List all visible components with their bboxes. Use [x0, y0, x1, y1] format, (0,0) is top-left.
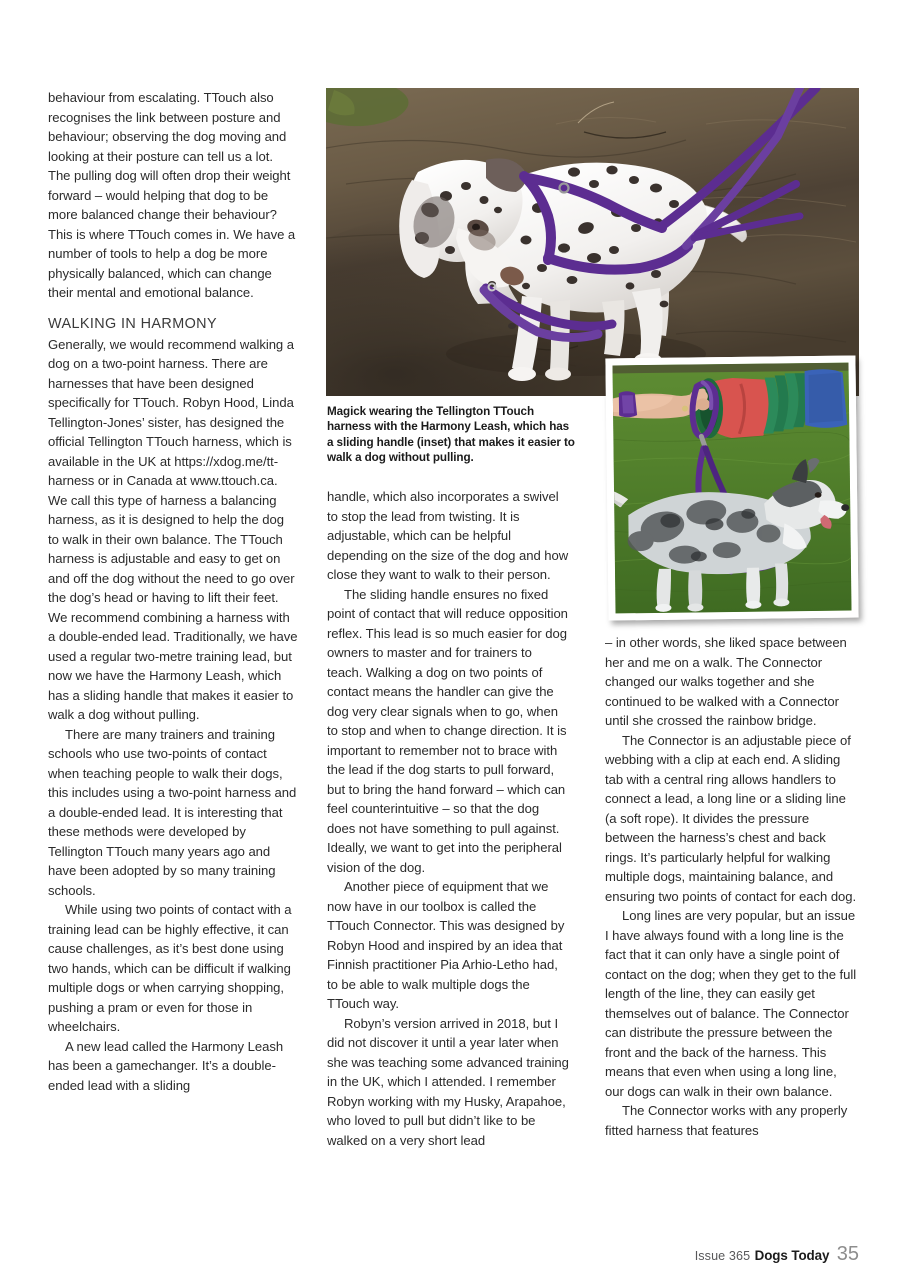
section-heading: WALKING IN HARMONY [48, 315, 217, 332]
inset-photo-scene [612, 363, 851, 614]
paragraph: The Connector works with any properly fitted harness that features [605, 1103, 848, 1138]
page-number: 35 [836, 1243, 859, 1265]
paragraph: The sliding handle ensures no fixed point of contact that will reduce opposition reflex. This lead is so much easier for dog owners to master and for trainers to teach. Walking a dog on two points of contact means the handler can give the dog very clear signals when to go, when to stop and when to change direction. It is important to remember not to brace with the lead if the dog starts to pull forward, but to bring the hand forward – which can feel counterintuitive – so that the dog does not have something to pull against. Ideally, we want to get into the peripheral vision of the dog. [327, 586, 568, 875]
text-column-right [605, 633, 858, 1140]
inset-photo [612, 363, 851, 614]
paragraph: The Connector is an adjustable piece of webbing with a clip at each end. A sliding tab with a central ring allows handlers to connect a lead, a long line or a sliding line (a soft rope). It divides the pressure between the harness’s chest and back rings. It’s particularly helpful for walking multiple dogs, maintaining balance, and ensuring two points of contact for each dog. [605, 732, 857, 904]
publication-brand: Dogs Today [754, 1248, 830, 1263]
paragraph: handle, which also incorporates a swivel to stop the lead from twisting. It is adjustable, which can be helpful depending on the size of the dog and how close they want to walk to their person. [327, 489, 569, 582]
issue-label: Issue 365 [694, 1249, 751, 1263]
paragraph: Long lines are very popular, but an issue I have always found with a long line is the fact that it can only have a single point of contact on the dog; when they get to the full length of the line, they can easily get themselves out of balance. The Connector can distribute the pressure between the front and the back of the harness. This means that even when using a long line, our dogs can walk in their own balance. [605, 908, 857, 1099]
text-column-left [48, 88, 298, 1095]
inset-photo-frame [605, 355, 858, 620]
main-photo [326, 88, 859, 396]
paragraph: While using two points of contact with a training lead can be highly effective, it can cause challenges, as it’s best done using two hands, which can be difficult if walking multiple dogs or when carrying shopping, pushing a pram or even for those in wheelchairs. [48, 902, 292, 1034]
paragraph: Generally, we would recommend walking a dog on a two-point harness. There are harnesses that have been designed specifically for TTouch. Robyn Hood, Linda Tellington-Jones’ sister, has designed the official Tellington TTouch harness, which is available in the UK at https://xdog.me/tt-harness or in Canada at www.ttouch.ca. We call this type of harness a balancing harness, as it is designed to help the dog to walk in their own balance. The TTouch harness is adjustable and easy to get on and off the dog without the need to go over the dog’s head or having to lift their feet. We recommend combining a harness with a double-ended lead. Traditionally, we have used a regular two-metre training lead, but now we have the Harmony Leash, which has a sliding handle that makes it easier to walk a dog without pulling. [48, 336, 298, 722]
paragraph: – in other words, she liked space between her and me on a walk. The Connector changed our walks together and she continued to be walked with a Connector until she crossed the rainbow bridge. [605, 635, 847, 728]
paragraph: A new lead called the Harmony Leash has been a gamechanger. It’s a double-ended lead with a sliding [48, 1038, 284, 1093]
text-column-middle [327, 487, 570, 1150]
paragraph: behaviour from escalating. TTouch also recognises the link between posture and behaviour; observing the dog moving and looking at their posture can tell us a lot. The pulling dog will often drop their weight forward – would helping that dog to be more balanced change their behaviour? This is where TTouch comes in. We have a number of tools to help a dog be more physically balanced, which can change their mental and emotional balance. [48, 90, 296, 300]
main-photo-caption: Magick wearing the Tellington TTouch harness with the Harmony Leash, which has a sliding handle (inset) that makes it easier to walk a dog without pulling. [327, 405, 575, 465]
paragraph: Another piece of equipment that we now have in our toolbox is called the TTouch Connector. This was designed by Robyn Hood and inspired by an idea that Finnish practitioner Pia Arhio-Letho had, to be able to walk multiple dogs the TTouch way. [327, 879, 565, 1011]
paragraph: Robyn’s version arrived in 2018, but I did not discover it until a year later when she was teaching some advanced training in the UK, which I attended. I remember Robyn working with my Husky, Arapahoe, who loved to pull but didn’t like to be walked on a very short lead [327, 1015, 569, 1148]
paragraph: There are many trainers and training schools who use two-points of contact when teaching people to walk their dogs, this includes using a two-point harness and a double-ended lead. It is interesting that these methods were developed by Tellington TTouch many years ago and have been adopted by so many training schools. [48, 726, 297, 898]
main-photo-scene [326, 88, 859, 396]
page-footer [48, 1243, 859, 1266]
